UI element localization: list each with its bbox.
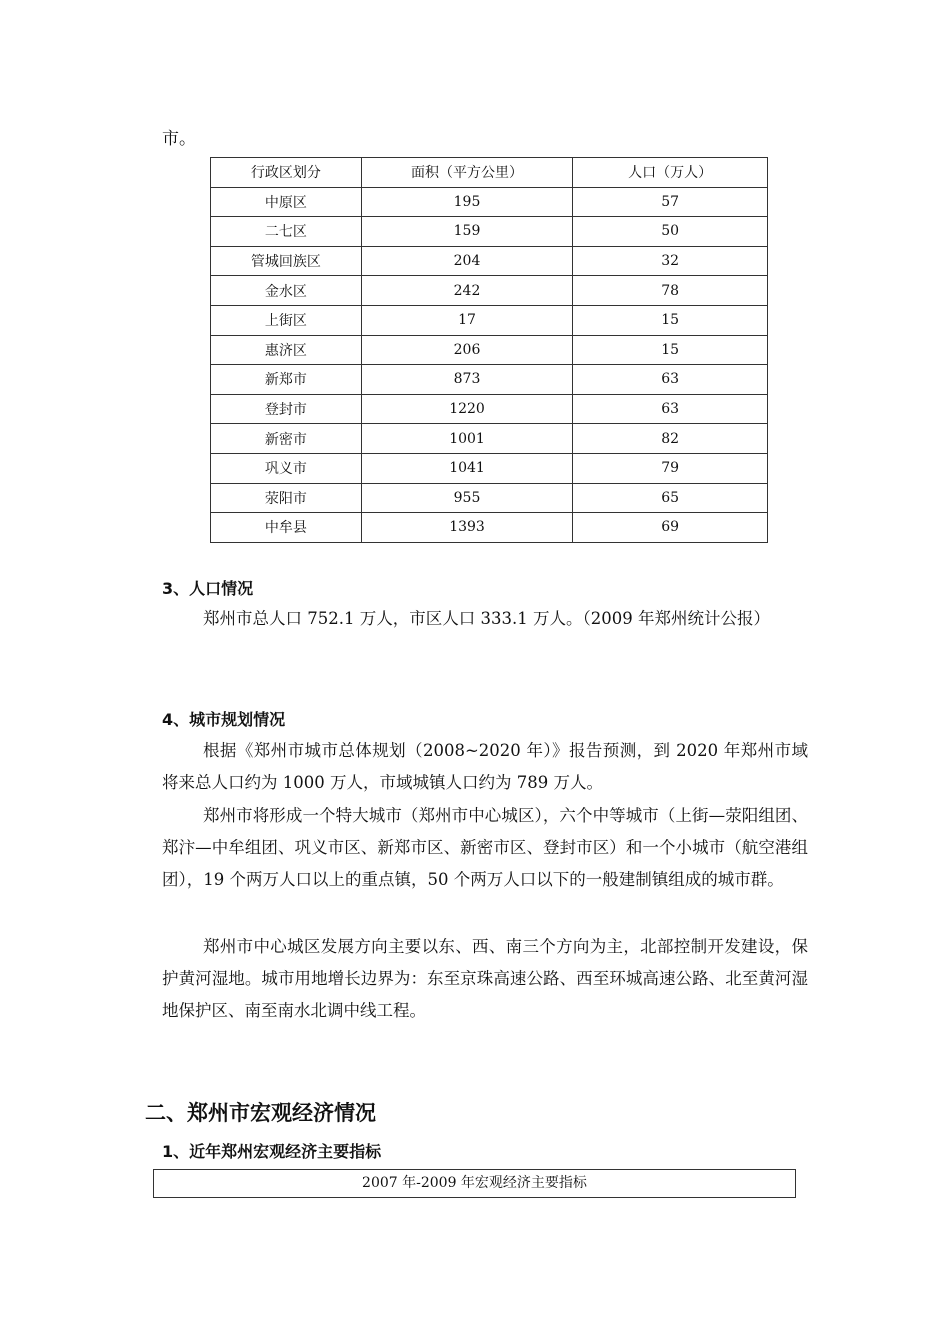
population-cell: 57 [573,187,768,217]
area-cell: 17 [361,305,573,335]
area-cell: 1393 [361,513,573,543]
table-row [211,394,768,424]
lead-text: 市。 [162,129,196,149]
header-cell-district: 行政区划分 [211,158,362,188]
district-name-cell: 新密市 [211,424,362,454]
district-name-cell: 中牟县 [211,513,362,543]
district-name-cell: 中原区 [211,187,362,217]
district-name-cell: 金水区 [211,276,362,306]
area-cell: 955 [361,483,573,513]
population-cell: 63 [573,365,768,395]
section4-paragraph-2: 郑州市将形成一个特大城市（郑州市中心城区），六个中等城市（上街—荥阳组团、郑汴—中牟组团、巩义市区、新郑市区、新密市区、登封市区）和一个小城市（航空港组团），19 个两万人口以上的重点镇，50 个两万人口以下的一般建制镇组成的城市群。 [162,806,808,889]
area-cell: 1220 [361,394,573,424]
population-cell: 79 [573,453,768,483]
table-row [211,305,768,335]
table-row [211,453,768,483]
table-header-row [211,158,768,188]
area-cell: 159 [361,217,573,247]
district-name-cell: 二七区 [211,217,362,247]
population-cell: 82 [573,424,768,454]
section4-heading: 4、城市规划情况 [162,710,286,729]
district-name-cell: 惠济区 [211,335,362,365]
table-row [211,217,768,247]
table-row [211,246,768,276]
table-row [211,424,768,454]
population-cell: 32 [573,246,768,276]
table-row [211,335,768,365]
section3-heading: 3、人口情况 [162,579,254,598]
chapter2-subheading: 1、近年郑州宏观经济主要指标 [162,1142,382,1161]
area-cell: 204 [361,246,573,276]
area-cell: 242 [361,276,573,306]
table-row [211,513,768,543]
population-cell: 50 [573,217,768,247]
district-name-cell: 巩义市 [211,453,362,483]
area-cell: 1041 [361,453,573,483]
area-cell: 873 [361,365,573,395]
district-name-cell: 登封市 [211,394,362,424]
section4-paragraph-3: 郑州市中心城区发展方向主要以东、西、南三个方向为主，北部控制开发建设，保护黄河湿地。城市用地增长边界为：东至京珠高速公路、西至环城高速公路、北至黄河湿地保护区、南至南水北调中线工程。 [162,937,808,1020]
table-row [211,187,768,217]
population-cell: 78 [573,276,768,306]
district-name-cell: 上街区 [211,305,362,335]
district-table [210,157,768,543]
district-name-cell: 管城回族区 [211,246,362,276]
population-cell: 15 [573,305,768,335]
table-row [211,276,768,306]
area-cell: 1001 [361,424,573,454]
section3-paragraph: 郑州市总人口 752.1 万人，市区人口 333.1 万人。（2009 年郑州统计公报） [203,609,770,628]
district-name-cell: 荥阳市 [211,483,362,513]
indicator-table-caption: 2007 年-2009 年宏观经济主要指标 [153,1169,796,1198]
population-cell: 63 [573,394,768,424]
chapter2-heading: 二、郑州市宏观经济情况 [145,1101,376,1125]
header-cell-population: 人口（万人） [573,158,768,188]
section4-paragraph-1: 根据《郑州市城市总体规划（2008~2020 年）》报告预测，到 2020 年郑州市域将来总人口约为 1000 万人，市域城镇人口约为 789 万人。 [162,741,808,792]
header-cell-area: 面积（平方公里） [361,158,573,188]
district-name-cell: 新郑市 [211,365,362,395]
table-row [211,483,768,513]
area-cell: 195 [361,187,573,217]
population-cell: 65 [573,483,768,513]
population-cell: 15 [573,335,768,365]
area-cell: 206 [361,335,573,365]
population-cell: 69 [573,513,768,543]
table-row [211,365,768,395]
